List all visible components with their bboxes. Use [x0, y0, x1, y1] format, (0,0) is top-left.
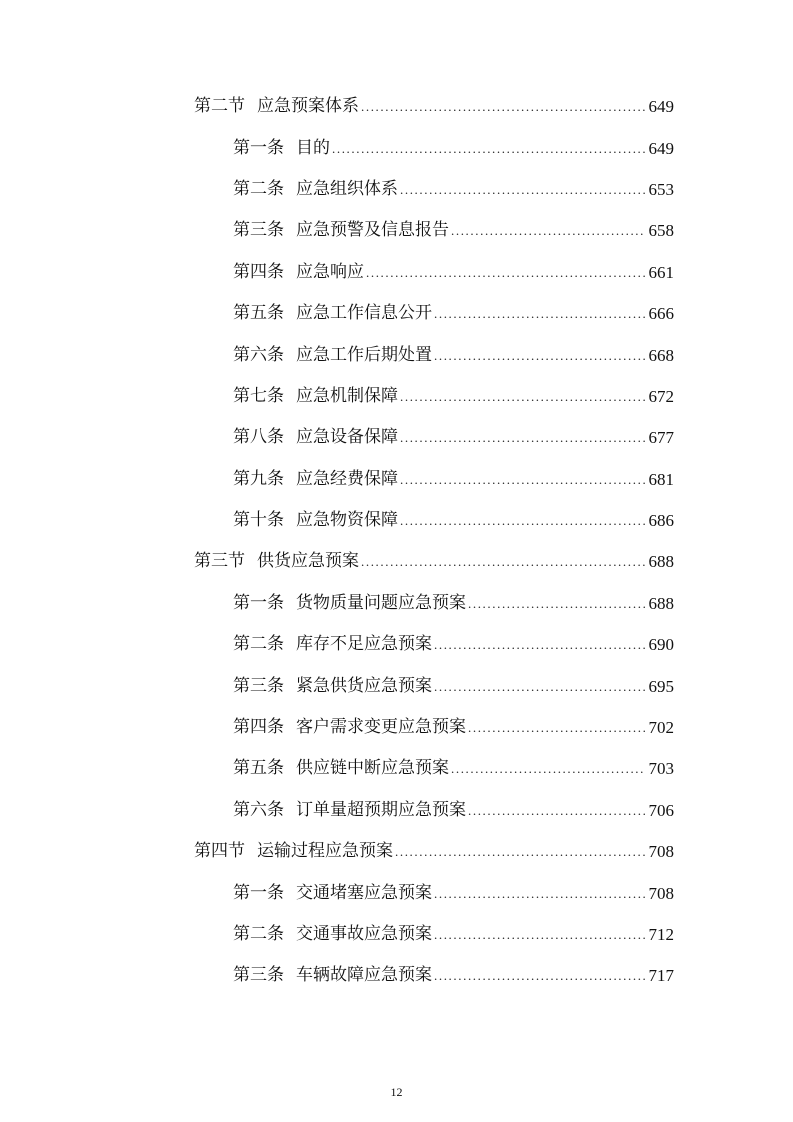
- toc-entry[interactable]: [0, 210, 674, 251]
- toc-entry-label: 第十条: [233, 510, 284, 531]
- toc-entry[interactable]: [0, 252, 674, 293]
- toc-entry-label: 第五条: [233, 758, 284, 779]
- toc-entry-label: 第三条: [233, 965, 284, 986]
- toc-entry-title: 应急预案体系: [257, 96, 359, 117]
- dot-leader: [434, 926, 645, 943]
- dot-leader: [468, 719, 645, 736]
- dot-leader: [361, 98, 645, 115]
- toc-entry-label: 第七条: [233, 385, 284, 406]
- toc-entry-label: 第六条: [233, 344, 284, 365]
- toc-entry[interactable]: [0, 790, 674, 831]
- dot-leader: [434, 305, 645, 322]
- dot-leader: [400, 471, 645, 488]
- toc-entry-page: 668: [648, 345, 674, 365]
- dot-leader: [468, 595, 645, 612]
- dot-leader: [434, 636, 645, 653]
- toc-entry-label: 第二条: [233, 924, 284, 944]
- toc-entry-label: 第二条: [233, 178, 284, 199]
- toc-entry[interactable]: [0, 293, 674, 334]
- toc-entry-title: 应急响应: [296, 261, 364, 282]
- toc-entry[interactable]: [0, 872, 674, 913]
- dot-leader: [395, 843, 645, 860]
- toc-entry-page: 702: [648, 718, 674, 738]
- toc-entry-page: 688: [648, 552, 674, 572]
- toc-entry-title: 库存不足应急预案: [296, 634, 432, 655]
- toc-entry-title: 紧急供货应急预案: [296, 675, 432, 696]
- toc-entry-label: 第六条: [233, 799, 284, 820]
- toc-entry[interactable]: [0, 624, 674, 665]
- toc-entry-title: 供应链中断应急预案: [296, 758, 449, 779]
- toc-entry-page: 717: [648, 966, 674, 986]
- toc-entry-page: 703: [648, 759, 674, 779]
- dot-leader: [434, 347, 645, 364]
- toc-entry[interactable]: [0, 707, 674, 748]
- toc-entry-title: 应急预警及信息报告: [296, 220, 449, 241]
- toc-entry-page: 708: [648, 842, 674, 862]
- toc-entry-title: 客户需求变更应急预案: [296, 717, 466, 738]
- toc-entry-page: 672: [648, 386, 674, 406]
- toc-entry[interactable]: [0, 583, 674, 624]
- toc-entry-label: 第二节: [194, 96, 245, 117]
- toc-entry[interactable]: [0, 541, 674, 582]
- toc-entry-label: 第三条: [233, 220, 284, 241]
- toc-entry-title: 供货应急预案: [257, 551, 359, 572]
- toc-entry-title: 目的: [296, 137, 330, 158]
- toc-entry-label: 第一条: [233, 882, 284, 903]
- toc-entry[interactable]: [0, 831, 674, 872]
- toc-entry[interactable]: [0, 376, 674, 417]
- toc-entry-label: 第四节: [194, 841, 245, 862]
- toc-entry[interactable]: [0, 459, 674, 500]
- toc-entry-page: 649: [648, 138, 674, 158]
- dot-leader: [366, 264, 645, 281]
- toc-entry-label: 第一条: [233, 592, 284, 613]
- dot-leader: [400, 181, 645, 198]
- dot-leader: [451, 760, 645, 777]
- dot-leader: [361, 553, 645, 570]
- toc-entry[interactable]: [0, 955, 674, 996]
- toc-entry-page: 653: [648, 179, 674, 199]
- dot-leader: [451, 222, 645, 239]
- toc-entry-label: 第四条: [233, 261, 284, 282]
- toc-entry-page: 649: [648, 97, 674, 117]
- table-of-contents: [0, 86, 793, 997]
- dot-leader: [400, 388, 645, 405]
- dot-leader: [332, 140, 645, 157]
- toc-entry[interactable]: [0, 334, 674, 375]
- toc-entry-label: 第三条: [233, 675, 284, 696]
- toc-entry-label: 第五条: [233, 303, 284, 324]
- dot-leader: [400, 512, 645, 529]
- toc-entry[interactable]: [0, 86, 674, 127]
- toc-entry-title: 货物质量问题应急预案: [296, 592, 466, 613]
- toc-entry[interactable]: [0, 748, 674, 789]
- toc-entry-label: 第二条: [233, 634, 284, 655]
- toc-entry[interactable]: [0, 665, 674, 706]
- toc-entry-title: 应急物资保障: [296, 510, 398, 531]
- toc-entry-page: 666: [648, 304, 674, 324]
- dot-leader: [434, 967, 645, 984]
- toc-entry-page: 708: [648, 883, 674, 903]
- dot-leader: [400, 429, 645, 446]
- toc-entry-label: 第八条: [233, 427, 284, 448]
- toc-entry-title: 交通事故应急预案: [296, 924, 432, 944]
- dot-leader: [468, 802, 645, 819]
- toc-entry-label: 第三节: [194, 551, 245, 572]
- toc-entry[interactable]: [0, 914, 674, 955]
- toc-entry-title: 应急设备保障: [296, 427, 398, 448]
- toc-entry-page: 677: [648, 428, 674, 448]
- toc-entry-page: 688: [648, 593, 674, 613]
- toc-entry-title: 运输过程应急预案: [257, 841, 393, 862]
- toc-entry-label: 第四条: [233, 717, 284, 738]
- toc-entry-page: 686: [648, 511, 674, 531]
- toc-entry-title: 车辆故障应急预案: [296, 965, 432, 986]
- toc-entry[interactable]: [0, 169, 674, 210]
- toc-entry-label: 第一条: [233, 137, 284, 158]
- toc-entry[interactable]: [0, 500, 674, 541]
- toc-entry-page: 690: [648, 635, 674, 655]
- toc-entry-title: 应急经费保障: [296, 468, 398, 489]
- toc-entry-page: 681: [648, 469, 674, 489]
- toc-entry-title: 应急工作信息公开: [296, 303, 432, 324]
- toc-entry-page: 658: [648, 221, 674, 241]
- toc-entry-title: 交通堵塞应急预案: [296, 882, 432, 903]
- page-number: 12: [390, 1085, 403, 1099]
- toc-entry-label: 第九条: [233, 468, 284, 489]
- toc-entry-page: 712: [648, 925, 674, 944]
- dot-leader: [434, 678, 645, 695]
- toc-entry-title: 应急组织体系: [296, 178, 398, 199]
- toc-entry-title: 订单量超预期应急预案: [296, 799, 466, 820]
- dot-leader: [434, 885, 645, 902]
- toc-entry-title: 应急工作后期处置: [296, 344, 432, 365]
- toc-entry-page: 706: [648, 800, 674, 820]
- toc-entry[interactable]: [0, 127, 674, 168]
- toc-entry-page: 695: [648, 676, 674, 696]
- toc-entry[interactable]: [0, 417, 674, 458]
- toc-entry-page: 661: [648, 262, 674, 282]
- toc-entry-title: 应急机制保障: [296, 385, 398, 406]
